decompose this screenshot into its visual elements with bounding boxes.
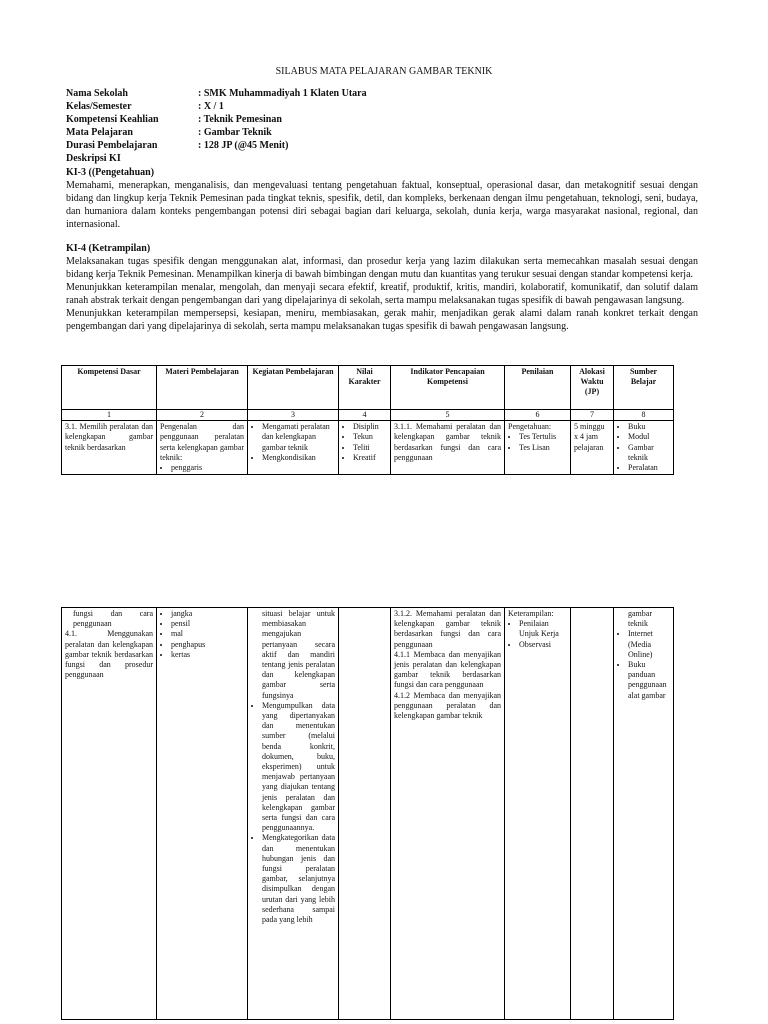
list-item: • Kreatif	[353, 453, 387, 463]
kd-cell	[62, 608, 157, 1020]
materi-list	[160, 463, 244, 473]
info-row-expertise	[66, 113, 367, 126]
list-item: • Mengkategorikan data dan menentukan hubungan jenis dan fungsi peralatan gambar, selanjutnya disimpulkan dengan urutan dari yang lebih sederhana sampai pada yang lebih	[262, 833, 335, 925]
info-label: Nama Sekolah	[66, 88, 128, 99]
table-header-row	[62, 366, 674, 410]
nilai-list	[342, 422, 387, 463]
list-item: • Peralatan	[628, 463, 670, 473]
sumber-cell	[614, 608, 674, 1020]
info-row-class	[66, 100, 367, 113]
table-row	[62, 608, 674, 1020]
kegiatan-list	[251, 422, 335, 463]
header-kompetensi-dasar: Kompetensi Dasar	[62, 366, 157, 410]
indikator-cell	[391, 608, 505, 1020]
column-number: 1	[62, 410, 157, 421]
nilai-cell	[339, 421, 391, 475]
kegiatan-cell	[248, 421, 339, 475]
kd-continued: fungsi dan cara penggunaan	[73, 609, 153, 629]
ki3-section	[66, 166, 698, 231]
alokasi-cell: 5 minggu x 4 jam pelajaran	[571, 421, 614, 475]
penilaian-cell	[505, 421, 571, 475]
list-item: • penghapus	[171, 640, 244, 650]
info-row-school	[66, 87, 367, 100]
penilaian-text: Pengetahuan:	[508, 422, 552, 432]
ki3-heading: KI-3 ((Pengetahuan)	[66, 167, 155, 178]
list-item: • kertas	[171, 650, 244, 660]
column-number-row	[62, 410, 674, 421]
sumber-continued: gambar teknik	[628, 609, 652, 629]
table-row	[62, 421, 674, 475]
sumber-list	[617, 422, 670, 473]
nilai-cell	[339, 608, 391, 1020]
penilaian-list	[508, 432, 567, 452]
sumber-list	[617, 629, 670, 700]
list-item: • Penilaian Unjuk Kerja	[519, 619, 567, 639]
column-number: 6	[505, 410, 571, 421]
list-item: • Mengamati peralatan dan kelengkapan gambar teknik	[262, 422, 335, 453]
column-number: 4	[339, 410, 391, 421]
list-item: • Gambar teknik	[628, 443, 670, 463]
list-item: • Teliti	[353, 443, 387, 453]
info-row-subject	[66, 126, 367, 139]
materi-text: Pengenalan dan penggunaan peralatan serta kelengkapan gambar teknik:	[160, 422, 244, 462]
list-item: • penggaris	[171, 463, 244, 473]
list-item: • Tes Lisan	[519, 443, 567, 453]
kd-cell: 3.1. Memilih peralatan dan kelengkapan gambar teknik berdasarkan	[62, 421, 157, 475]
info-value: : Gambar Teknik	[198, 127, 272, 138]
ki4-section	[66, 242, 698, 333]
list-item: • Buku	[628, 422, 670, 432]
ki3-text: Memahami, menerapkan, menganalisis, dan mengevaluasi tentang pengetahuan faktual, konseptual, operasional dasar, dan metakognitif sesuai dengan bidang dan lingkup kerja Teknik Pemesinan pada tingkat teknis, spesifik, detil, dan kompleks, berkenaan dengan ilmu pengetahuan, teknologi, seni, budaya, dan humaniora dalam konteks pengembangan potensi diri sebagai bagian dari keluarga, sekolah, dunia kerja, warga masyarakat nasional, regional, dan internasional.	[66, 180, 698, 230]
penilaian-list	[508, 619, 567, 650]
list-item: • Internet (Media Online)	[628, 629, 670, 660]
info-label: Kelas/Semester	[66, 101, 132, 112]
list-item: • jangka	[171, 609, 244, 619]
info-value: : X / 1	[198, 101, 224, 112]
indikator-cell: 3.1.1. Memahami peralatan dan kelengkapan gambar teknik berdasarkan fungsi dan cara penggunaan	[391, 421, 505, 475]
info-label: Kompetensi Keahlian	[66, 114, 159, 125]
list-item: • Tekun	[353, 432, 387, 442]
deskripsi-heading: Deskripsi KI	[66, 153, 121, 164]
list-item: • Mengkondisikan	[262, 453, 335, 463]
indikator-item: 4.1.2 Membaca dan menyajikan penggunaan peralatan dan kelengkapan gambar teknik	[394, 690, 501, 721]
info-value: : Teknik Pemesinan	[198, 114, 282, 125]
column-number: 8	[614, 410, 674, 421]
list-item: • Observasi	[519, 640, 567, 650]
kegiatan-text: situasi belajar untuk membiasakan mengajukan pertanyaan secara aktif dan mandiri tentang jenis peralatan dan kelengkapan gambar serta fungsinya	[262, 609, 335, 700]
info-row-duration	[66, 139, 367, 152]
syllabus-table-page-1	[61, 365, 674, 475]
list-item: • mal	[171, 629, 244, 639]
list-item: • Buku panduan penggunaan alat gambar	[628, 660, 670, 701]
column-number: 5	[391, 410, 505, 421]
ki4-heading: KI-4 (Ketrampilan)	[66, 243, 151, 254]
kegiatan-list	[251, 701, 335, 925]
penilaian-cell	[505, 608, 571, 1020]
ki4-paragraph-2: Menunjukkan keterampilan menalar, mengolah, dan menyaji secara efektif, kreatif, produktif, kritis, mandiri, kolaboratif, komunikatif, dan solutif dalam ranah abstrak terkait dengan pengembangan dari yang dipelajarinya di sekolah, serta mampu melaksanakan tugas spesifik di bawah pengawasan langsung.	[66, 282, 698, 306]
header-nilai-karakter: Nilai Karakter	[339, 366, 391, 410]
header-alokasi: Alokasi Waktu (JP)	[571, 366, 614, 410]
info-value: : 128 JP (@45 Menit)	[198, 140, 289, 151]
indikator-item: 3.1.2. Memahami peralatan dan kelengkapan gambar teknik berdasarkan fungsi dan cara penggunaan	[394, 609, 501, 649]
header-materi: Materi Pembelajaran	[157, 366, 248, 410]
header-sumber: Sumber Belajar	[614, 366, 674, 410]
ki4-paragraph-3: Menunjukkan keterampilan mempersepsi, kesiapan, meniru, membiasakan, gerak mahir, menjadikan gerak alami dalam ranah konkret terkait dengan pengembangan dari yang dipelajarinya di sekolah, serta mampu melaksanakan tugas spesifik di bawah pengawasan langsung.	[66, 308, 698, 332]
column-number: 7	[571, 410, 614, 421]
kd-text: 4.1. Menggunakan peralatan dan kelengkapan gambar teknik berdasarkan fungsi dan prosedur penggunaan	[65, 629, 153, 680]
header-indikator: Indikator Pencapaian Kompetensi	[391, 366, 505, 410]
list-item: • pensil	[171, 619, 244, 629]
penilaian-text: Keterampilan:	[508, 609, 554, 618]
header-penilaian: Penilaian	[505, 366, 571, 410]
materi-cell	[157, 421, 248, 475]
materi-list	[160, 609, 244, 660]
school-info	[66, 87, 367, 165]
info-label: Mata Pelajaran	[66, 127, 133, 138]
list-item: • Tes Tertulis	[519, 432, 567, 442]
syllabus-table-page-2	[61, 607, 674, 1020]
alokasi-cell	[571, 608, 614, 1020]
list-item: • Mengumpulkan data yang dipertanyakan dan menentukan sumber (melalui benda konkrit, dokumen, buku, eksperimen) untuk menjawab pertanyaan yang diajukan tentang jenis peralatan dan kelengkapan gambar serta fungsi dan cara penggunaannya.	[262, 701, 335, 834]
header-kegiatan: Kegiatan Pembelajaran	[248, 366, 339, 410]
sumber-cell	[614, 421, 674, 475]
ki4-paragraph-1: Melaksanakan tugas spesifik dengan menggunakan alat, informasi, dan prosedur kerja yang lazim dilakukan serta memecahkan masalah sesuai dengan bidang kerja Teknik Pemesinan. Menampilkan kinerja di bawah bimbingan dengan mutu dan kuantitas yang terukur sesuai dengan standar kompetensi kerja.	[66, 256, 698, 280]
list-item: • Disiplin	[353, 422, 387, 432]
indikator-item: 4.1.1 Membaca dan menyajikan jenis peralatan dan kelengkapan gambar teknik berdasarkan fungsi dan cara penggunaan	[394, 649, 501, 690]
materi-cell	[157, 608, 248, 1020]
kegiatan-cell	[248, 608, 339, 1020]
info-value: : SMK Muhammadiyah 1 Klaten Utara	[198, 88, 367, 99]
column-number: 3	[248, 410, 339, 421]
list-item: • Modul	[628, 432, 670, 442]
info-label: Durasi Pembelajaran	[66, 140, 158, 151]
page-title: SILABUS MATA PELAJARAN GAMBAR TEKNIK	[275, 66, 493, 77]
column-number: 2	[157, 410, 248, 421]
